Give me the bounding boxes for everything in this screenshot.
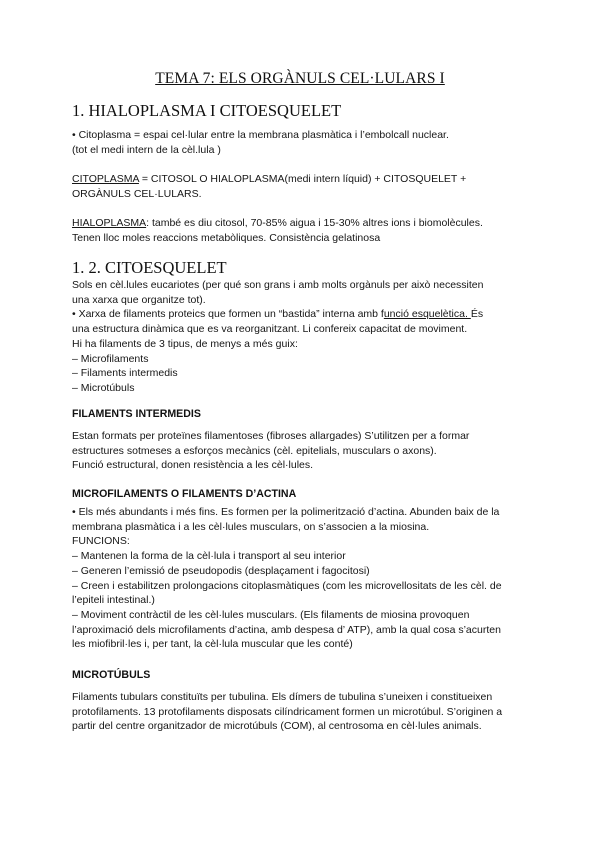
- text-line: [72, 307, 532, 322]
- list-item: – Moviment contràctil de les cèl·lules musculars. (Els filaments de miosina provoquen: [72, 608, 470, 621]
- paragraph-hialoplasma: [72, 216, 532, 245]
- text-fragment: És: [470, 308, 484, 321]
- term-hialoplasma: HIALOPLASMA: [72, 217, 147, 229]
- text-line: estructures sotmeses a esforços mecànics (cèl. epitelials, musculars o axons).: [72, 444, 437, 457]
- text-line: FUNCIONS:: [72, 535, 130, 548]
- text-line: Tenen lloc moles reaccions metabòliques. Consistència gelatinosa: [72, 231, 381, 244]
- text-line: Hi ha filaments de 3 tipus, de menys a més guix:: [72, 337, 298, 350]
- text-line: • Els més abundants i més fins. Es formen per la polimerització d’actina. Abunden baix de la: [72, 506, 500, 518]
- paragraph-microtubuls: [72, 690, 532, 734]
- paragraph-filaments-intermedis: [72, 429, 532, 473]
- text-fragment: : també es diu citosol, 70-85% aigua i 15-30% altres ions i biomolècules.: [146, 217, 483, 229]
- text-line: Funció estructural, donen resistència a les cèl·lules.: [72, 459, 314, 472]
- paragraph-citoplasma-definition: [72, 172, 532, 201]
- text-line: [72, 216, 532, 231]
- subheading-microtubuls: MICROTÚBULS: [72, 669, 151, 681]
- text-fragment: = CITOSOL O HIALOPLASMA(medi intern líquid) + CITOSQUELET +: [138, 173, 467, 185]
- section-heading-citoesquelet: 1. 2. CITOESQUELET: [72, 258, 227, 277]
- paragraph-citoesquelet: [72, 278, 532, 396]
- list-item: – Generen l’emissió de pseudopodis (desplaçament i fagocitosi): [72, 564, 370, 577]
- underlined-text: unció esquelètica.: [383, 308, 471, 321]
- text-line: ORGÀNULS CEL·LULARS.: [72, 187, 202, 200]
- text-line: les miofibril·les i, per tant, la cèl·lula muscular que les conté): [72, 638, 353, 651]
- list-item: – Microtúbuls: [72, 381, 135, 394]
- text-line: una estructura dinàmica que es va reorganitzant. Li confereix capacitat de moviment.: [72, 323, 468, 336]
- subheading-microfilaments: MICROFILAMENTS O FILAMENTS D’ACTINA: [72, 488, 297, 500]
- document-title: TEMA 7: ELS ORGÀNULS CEL·LULARS I: [155, 70, 445, 87]
- text-line: • Citoplasma = espai cel·lular entre la membrana plasmàtica i l’embolcall nuclear.: [72, 129, 449, 141]
- text-line: [72, 172, 532, 187]
- list-item: – Microfilaments: [72, 352, 149, 365]
- section-heading-hialoplasma: 1. HIALOPLASMA I CITOESQUELET: [72, 101, 342, 120]
- text-line: partir del centre organitzador de microtúbuls (COM), al centrosoma en cèl·lules animals.: [72, 720, 482, 733]
- text-line: protofilaments. 13 protofilaments disposats cilíndricament formen un microtúbul. S’originen a: [72, 705, 503, 718]
- text-line: una xarxa que organitze tot).: [72, 293, 206, 306]
- paragraph-microfilaments: [72, 505, 532, 652]
- paragraph-citoplasma: [72, 128, 532, 157]
- text-line: l’epiteli intestinal.): [72, 594, 155, 607]
- subheading-filaments-intermedis: FILAMENTS INTERMEDIS: [72, 408, 201, 420]
- text-line: Estan formats per proteïnes filamentoses (fibroses allargades) S’utilitzen per a formar: [72, 430, 470, 442]
- text-line: Filaments tubulars constituïts per tubulina. Els dímers de tubulina s’uneixen i constitueixen: [72, 691, 493, 703]
- text-line: Sols en cèl.lules eucariotes (per qué son grans i amb molts orgànuls per això necessiten: [72, 279, 484, 291]
- text-line: (tot el medi intern de la cèl.lula ): [72, 143, 221, 156]
- list-item: – Filaments intermedis: [72, 367, 178, 380]
- term-citoplasma: CITOPLASMA: [72, 173, 139, 185]
- list-item: – Creen i estabilitzen prolongacions citoplasmàtiques (com les microvellositats de les cèl. de: [72, 579, 502, 592]
- text-line: l’aproximació dels microfilaments d’actina, amb despesa d’ ATP), amb la qual cosa s’acurten: [72, 623, 501, 636]
- text-fragment: • Xarxa de filaments proteics que formen un “bastida” interna amb f: [72, 308, 384, 321]
- list-item: – Mantenen la forma de la cèl·lula i transport al seu interior: [72, 550, 346, 563]
- text-line: membrana plasmàtica i a les cèl·lules musculars, on s’associen a la miosina.: [72, 520, 430, 533]
